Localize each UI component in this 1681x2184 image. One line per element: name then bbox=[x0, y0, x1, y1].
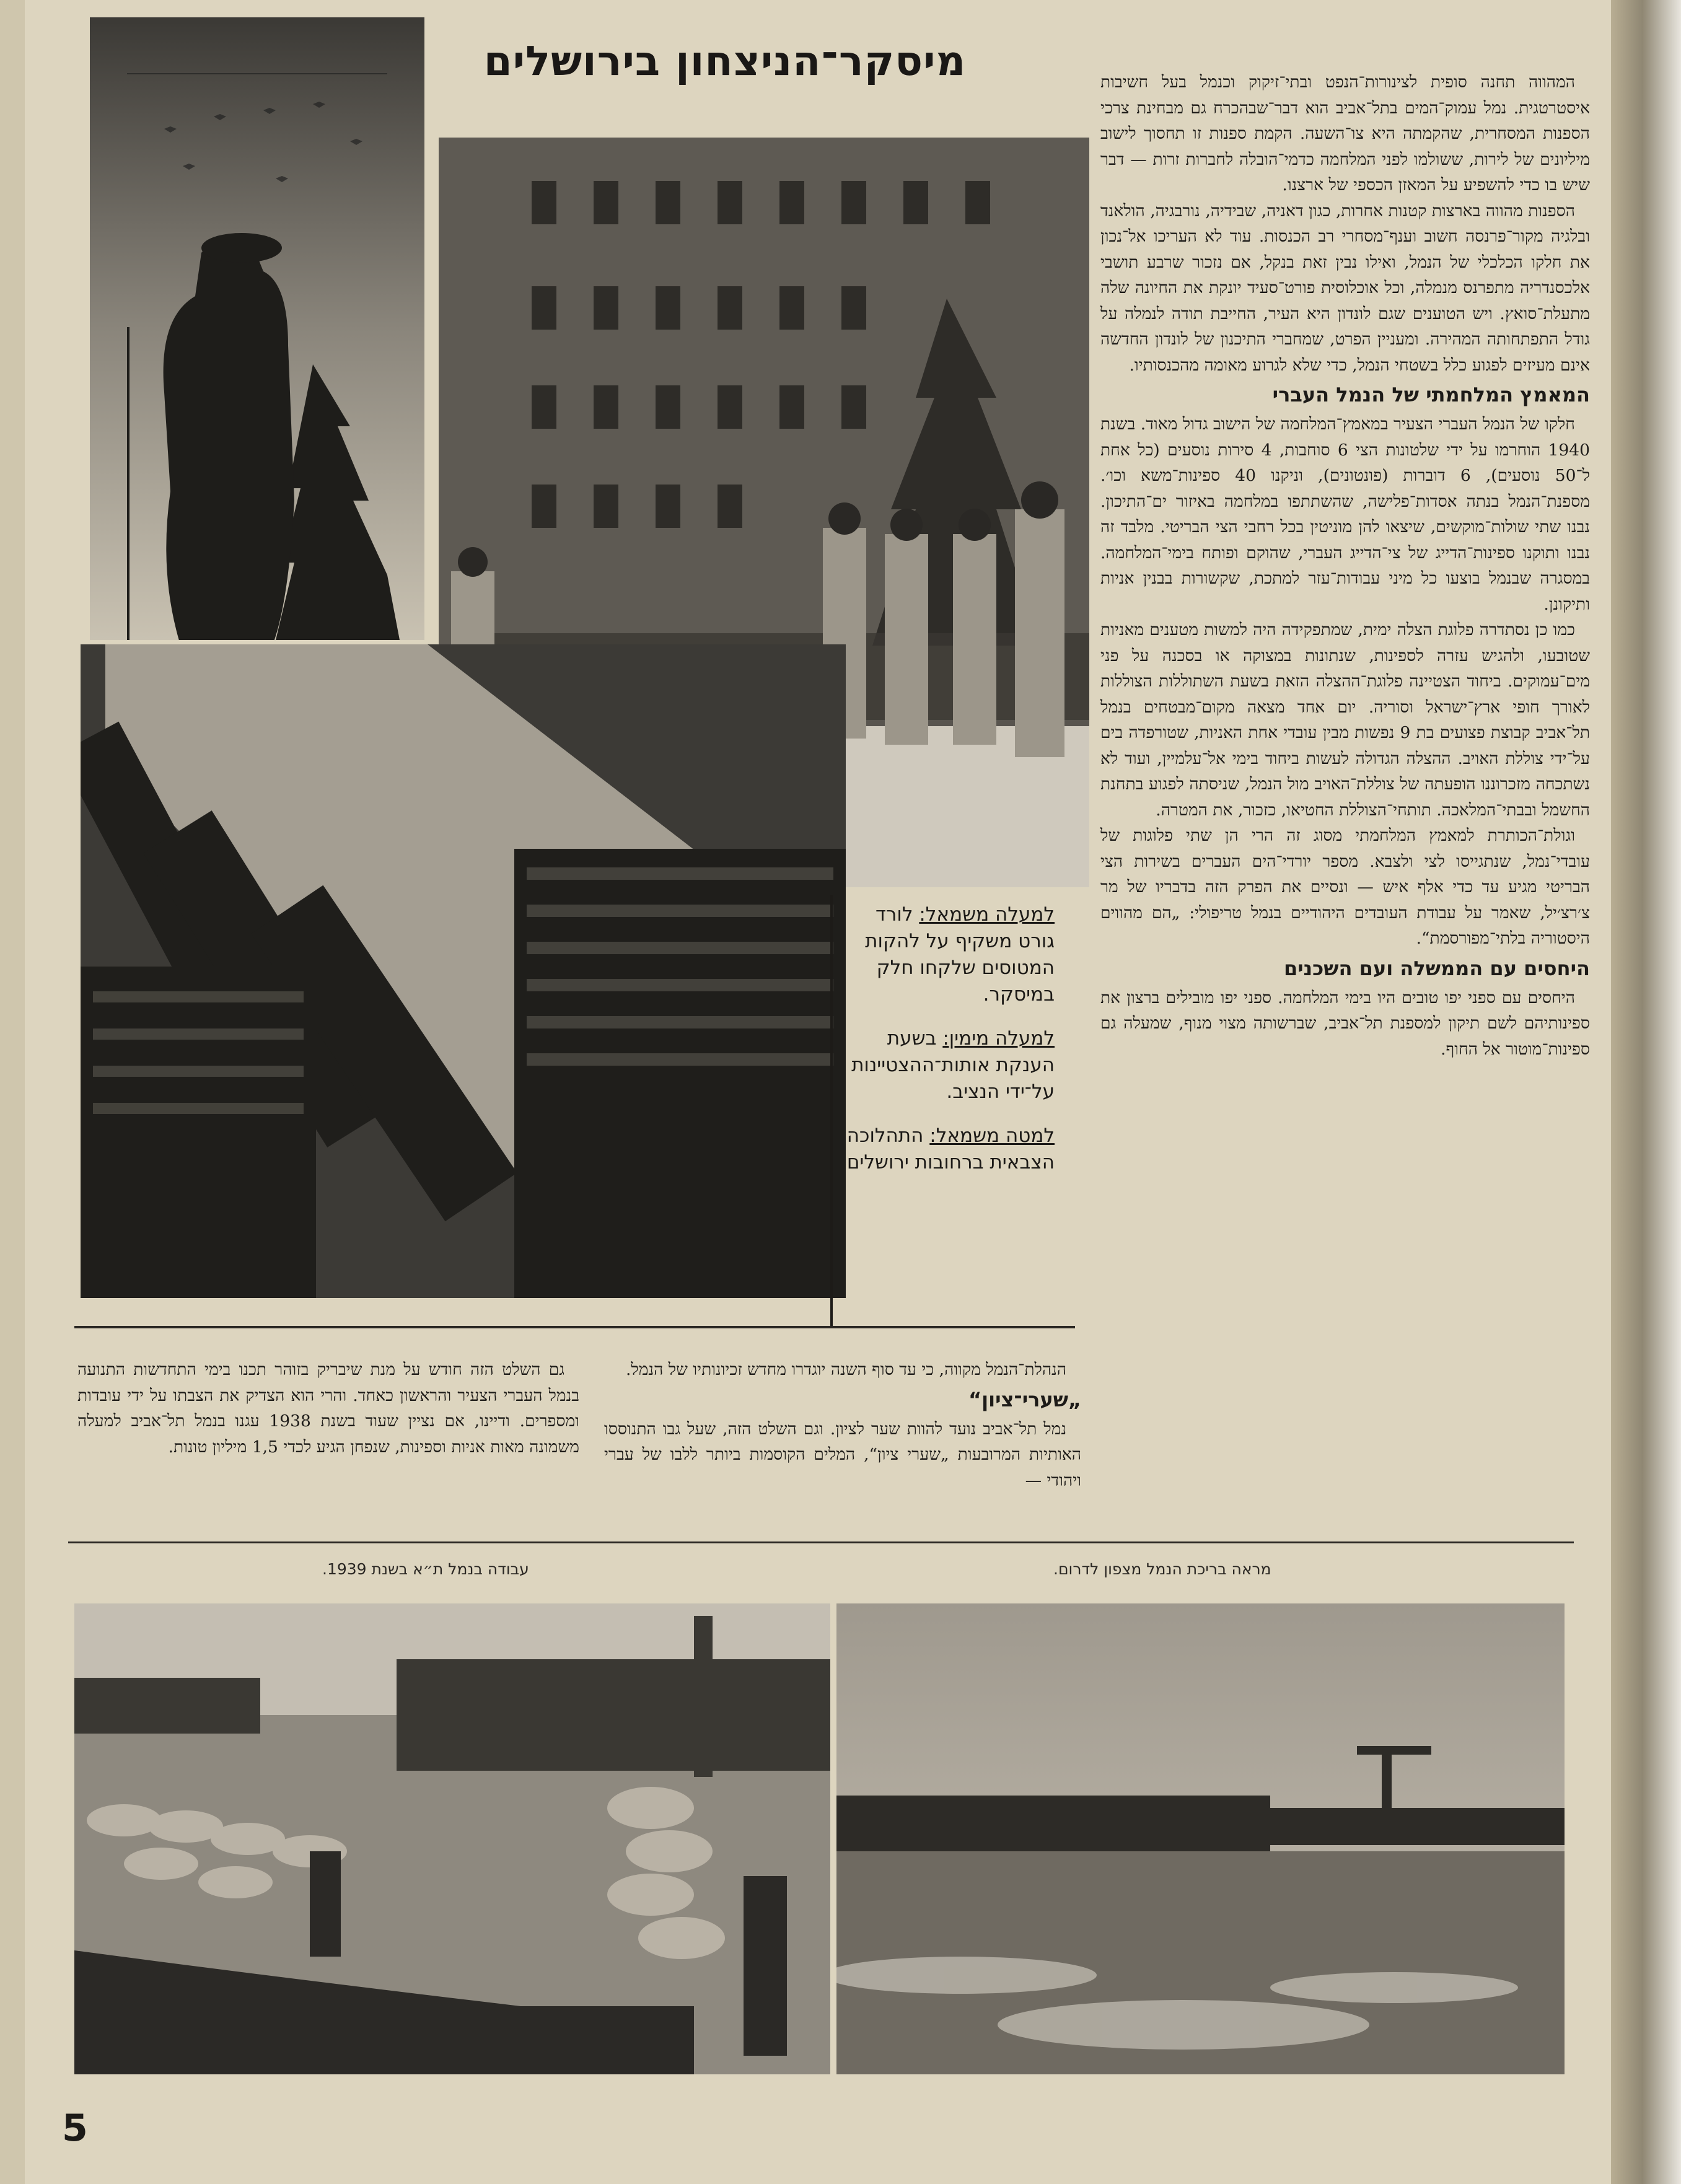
caption-key: למטה משמאל: bbox=[929, 1125, 1055, 1147]
caption-text: בשעת הענקת אותות־ההצטיינות על־ידי הנציב. bbox=[851, 1027, 1055, 1103]
caption-port-work: עבודה בנמל ת״א בשנת 1939. bbox=[322, 1560, 529, 1578]
page-number: 5 bbox=[62, 2107, 88, 2150]
photo-port-work bbox=[74, 1603, 830, 2074]
photo-parade bbox=[81, 644, 846, 1298]
paragraph: כמו כן נסתדרה פלוגת הצלה ימית, שמתפקידה היה למשות מטענים מאניות שטובעו, ולהגיש עזרה לספינות, שנתונות במצוקה או בסכנה על פני מים־עמוקים. ביחוד הצטיינה פלוגת־ההצלה הזאת בשעת השתוללות הצוללות לאורך חופי ארץ־ישראל וסוריה. יום אחד מצאה מקום־מבטחים בנמל תל־אביב קבוצת פצועים בת 9 נפשות מבין עובדי אחת האניות, שטורפדה בים על־ידי צוללת האויב. ההצלה הגדולה לעשות ביחוד בימי אל־עלמיין, ועוד לא נשתכחה מזכרוננו הופעתה של צוללת־האויב מול הנמל, שניסתה לפגוע בתחנת החשמל ובבתי־המלאכה. תותחי־הצוללת החטיאו, כזכור, את המטרה. bbox=[1100, 620, 1591, 820]
photo-harbor-view bbox=[836, 1603, 1565, 2074]
caption-bottom-rule bbox=[74, 1326, 1075, 1328]
caption-bottom-left bbox=[838, 1123, 1055, 1176]
photo-captions bbox=[830, 895, 1072, 1328]
article-column-left bbox=[77, 1357, 579, 1543]
bottom-section-rule bbox=[68, 1542, 1574, 1543]
caption-top-right bbox=[838, 1025, 1055, 1105]
paragraph: המהווה תחנה סופית לצינורות־הנפט ובתי־זיקוק וכנמל בעל חשיבות איסטרטגית. נמל עמוק־המים בתל־אביב הוא דבר־שבהכרח גם מבחינת צרכי הספנות המסחרית, שהקמתה היא צו־השעה. הקמת ספנות זו תחסוך לישוב מיליונים של לירות, ששולמו לפני המלחמה כדמי־הובלה לחברות זרות — דבר שיש בו כדי להשפיע על המאזן הכספי של ארצנו. bbox=[1100, 72, 1590, 195]
paragraph: גם השלט הזה חודש על מנת שיבריק בזוהר תכנו בימי התחדשות התנועה בנמל העברי הצעיר והראשון כאחד. והרי הוא הצדיק את הצבתו על ידי עובדות ומספרים. ודיינו, אם נציין שעוד בשנת 1938 עגנו בנמל תל־אביב למעלה משמונה מאות אניות וספינות, שנפחן הגיע לכדי 1,5 מיליון טונות. bbox=[77, 1360, 579, 1457]
paragraph: נמל תל־אביב נועד להוות שער לציון. וגם השלט הזה, שעל גבו התנוססו האותיות המרובעות „שערי ציון“, המלים הקוסמות ביותר ללבו של עברי ויהודי — bbox=[604, 1419, 1081, 1490]
article-column-middle bbox=[604, 1357, 1081, 1543]
caption-top-left bbox=[838, 901, 1055, 1008]
caption-harbor-view: מראה בריכת הנמל מצפון לדרום. bbox=[1053, 1560, 1271, 1578]
caption-text: לורד גורט משקיף על להקות המטוסים שלקחו חלק במיסקר. bbox=[865, 903, 1055, 1006]
paragraph: וגולת־הכותרת למאמץ המלחמתי מסוג זה הרי הן שתי פלוגות של עובדי־נמל, שנתגייסו לצי ולצבא. מספר יורדי־הים העברים בשירות הצי הבריטי מגיע עד כדי אלף איש — ונסיים את הפרק הזה בדבריו של מר צ׳רצ׳יל, שאמר על עבודת העובדים היהודיים בנמל טריפולי: „הם מהווים היסטוריה בלתי־מפורסמת“. bbox=[1100, 826, 1590, 948]
photo-parade-image bbox=[81, 644, 846, 1298]
caption-text: התהלוכה הצבאית ברחובות ירושלים bbox=[846, 1125, 1055, 1173]
photo-gort-image bbox=[90, 17, 424, 640]
section-heading: „שערי־ציון“ bbox=[968, 1387, 1081, 1411]
paragraph: חלקו של הנמל העברי הצעיר במאמץ־המלחמה של הישוב גדול מאוד. בשנת 1940 הוחרמו על ידי שלטונות הצי 6 סוחבות, 4 סירות נוסעים (כל אחת ל־50 נוסעים), 6 דוברות (פונטונים), וניקנו 40 ספינות־משא וכו׳. מספנת־הנמל בנתה אסדות־פלישה, שהשתתפו במלחמה באיזור ים־התיכון. נבנו שתי שולות־מוקשים, שיצאו להן מוניטין בכל רחבי הצי הבריטי. מלבד זה נבנו ותוקנו ספינות־הדייג של צי־הדייג העברי, שהוקם ופותח בימי־המלחמה. במסגרה שבנמל בוצעו כל מיני עבודות־עזר למתכת, שקשורות בבנין אניות ותיקונן. bbox=[1100, 414, 1590, 614]
page-headline: מיסקר־הניצחון בירושלים bbox=[483, 37, 967, 85]
caption-key: למעלה מימין: bbox=[942, 1027, 1055, 1050]
page-spine bbox=[1611, 0, 1681, 2184]
photo-lord-gort bbox=[90, 17, 424, 640]
section-heading: היחסים עם הממשלה ועם השכנים bbox=[1283, 956, 1590, 980]
paragraph: הספנות מהווה בארצות קטנות אחרות, כגון דאניה, שבידיה, נורבגיה, הולאנד ובלגיה מקור־פרנסה חשוב וענף־מסחרי רב הכנסות. עוד לא העריכו אל־נכון את חלקו הכלכלי של הנמל, ואילו נבין זאת בנקל, אם נזכור שרבע תושבי אלכסנדריה מתפרנס מנמלה, וכל אוכלוסית פורט־סעיד יונקת את החיונה שלה מתעלת־סואץ. ויש הטוענים שגם לונדון היא העיר, החייבת תודה לנמלה על גודל התפתחותה המהירה. ומעניין הפרט, שמחברי התיכנון של לונדון החדשה אינם מעיזים לפגוע כלל בשטחי הנמל, כדי שלא לגרוע מאומה מהכנסותיו. bbox=[1100, 201, 1590, 375]
paragraph: היחסים עם ספני יפו טובים היו בימי המלחמה. ספני יפו מובילים ברצון את ספינותיהם לשם תיקון למספנת תל־אביב, שברשותה מצוי מנוף, שמעלה גם ספינות־מוטור אל החוף. bbox=[1100, 988, 1590, 1059]
article-column-right bbox=[1100, 69, 1590, 1550]
photo-port-work-image bbox=[74, 1603, 830, 2074]
section-heading: המאמץ המלחמתי של הנמל העברי bbox=[1272, 383, 1590, 406]
photo-harbor-image bbox=[836, 1603, 1565, 2074]
paragraph: הנהלת־הנמל מקווה, כי עד סוף השנה יוגדרו מחדש זכיונותיו של הנמל. bbox=[625, 1360, 1066, 1379]
caption-key: למעלה משמאל: bbox=[919, 903, 1055, 926]
